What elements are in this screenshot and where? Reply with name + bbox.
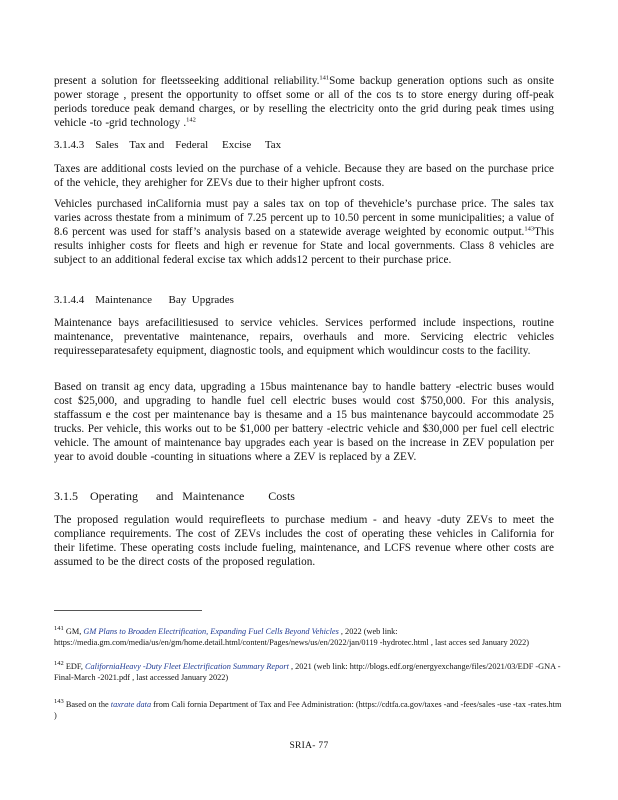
footnote-143: $^{143}$ Based on the taxrate data from Cali fornia Department of Tax and Fee Administration: (https://cdtfa.ca.gov/taxes -and -fees/sales -use -tax -rates.htm ) xyxy=(54,698,562,721)
heading-sales-tax: 3.1.4.3 Sales Tax and Federal Excise Tax xyxy=(54,139,282,151)
p3-text: Vehicles purchased inCalifornia must pay a sales tax on top of thevehicle’s purchase price. The sales tax varies across thestate from a minimum of 7.25 percent up to 10.50 percent in some municipalities; a value of 8.6 percent was used for staff’s analysis based on a statewide average weighted by economic output. xyxy=(54,198,554,239)
p1-text: present a solution for fleetsseeking additional reliability. xyxy=(54,75,320,87)
footnote-143-link[interactable]: taxrate data xyxy=(110,700,152,709)
paragraph-sales-tax xyxy=(54,197,554,267)
footnote-ref-143[interactable]: 143 xyxy=(524,225,535,233)
p3-text-2: This results inhigher costs for fleets and high er revenue for State and local governments. Class 8 vehicles are subject to an additional federal excise tax which adds12 percent to their purchase price. xyxy=(54,226,554,267)
footnote-141: $^{141}$ GM, GM Plans to Broaden Electrification, Expanding Fuel Cells Beyond Vehicles , 2022 (web link: https://media.gm.com/media/us/en/gm/home.detail.html/content/Pages/news/us/en/2022/jan/0119 -hydrotec.html , last acces sed January 2022) xyxy=(54,625,530,648)
heading-maintenance-bay: 3.1.4.4 Maintenance Bay Upgrades xyxy=(54,294,234,306)
paragraph-transit-data: Based on transit ag ency data, upgrading a 15bus maintenance bay to handle battery -electric buses would cost $25,000, and upgrading to handle fuel cell electric buses would cost $750,000. For this analysis, staffassum e the cost per maintenance bay is thesame and a 15 bus maintenance baycould accommodate 25 trucks. Per vehicle, this works out to be $1,000 per battery -electric vehicle and $30,000 per fuel cell electric vehicle. The amount of maintenance bay upgrades each year is based on the increase in ZEV population per year to avoid double -counting in situations where a ZEV is replaced by a ZEV. xyxy=(54,381,554,464)
heading-operating-costs: 3.1.5 Operating and Maintenance Costs xyxy=(54,489,295,503)
footnote-142-link[interactable]: CaliforniaHeavy -Duty Fleet Electrification Summary Report xyxy=(85,662,289,671)
paragraph-maintenance-bays: Maintenance bays arefacilitiesused to service vehicles. Services performed include inspections, routine maintenance, preventative maintenance, repairs, overhauls and more. Servicing electric vehicles requiresseparatesafety equipment, diagnostic tools, and equipment which wouldincur costs to the facility. xyxy=(54,317,554,358)
footnote-ref-142[interactable]: 142 xyxy=(186,116,196,124)
paragraph-backup-generation xyxy=(54,74,554,130)
footnote-ref-141[interactable]: 141 xyxy=(319,74,330,82)
p1-text-2: Some backup generation options such as onsite power storage , present the opportunity to offset some or all of the cos ts to store energy during off-peak periods toreduce peak demand charges, or by reselling the electricity onto the grid during peak times using vehicle -to -grid technology . xyxy=(54,75,555,130)
paragraph-operating-costs: The proposed regulation would requirefleets to purchase medium - and heavy -duty ZEVs to meet the compliance requirements. The cost of ZEVs includes the cost of operating these vehicles in California for their lifetime. These operating costs include fueling, maintenance, and LCFS revenue where other costs are assumed to be the direct costs of the proposed regulation. xyxy=(54,514,554,569)
page-number: SRIA- 77 xyxy=(289,741,329,751)
footnote-divider xyxy=(54,610,202,611)
paragraph-taxes: Taxes are additional costs levied on the purchase of a vehicle. Because they are based on the purchase price of the vehicle, they arehigher for ZEVs due to their higher upfront costs. xyxy=(54,163,554,190)
footnote-141-link[interactable]: GM Plans to Broaden Electrification, Expanding Fuel Cells Beyond Vehicles xyxy=(83,627,339,636)
footnote-142: $^{142}$ EDF, CaliforniaHeavy -Duty Fleet Electrification Summary Report , 2021 (web link: http://blogs.edf.org/energyexchange/files/2021/03/EDF -GNA -Final-March -2021.pdf , last accessed January 2022) xyxy=(54,660,561,683)
